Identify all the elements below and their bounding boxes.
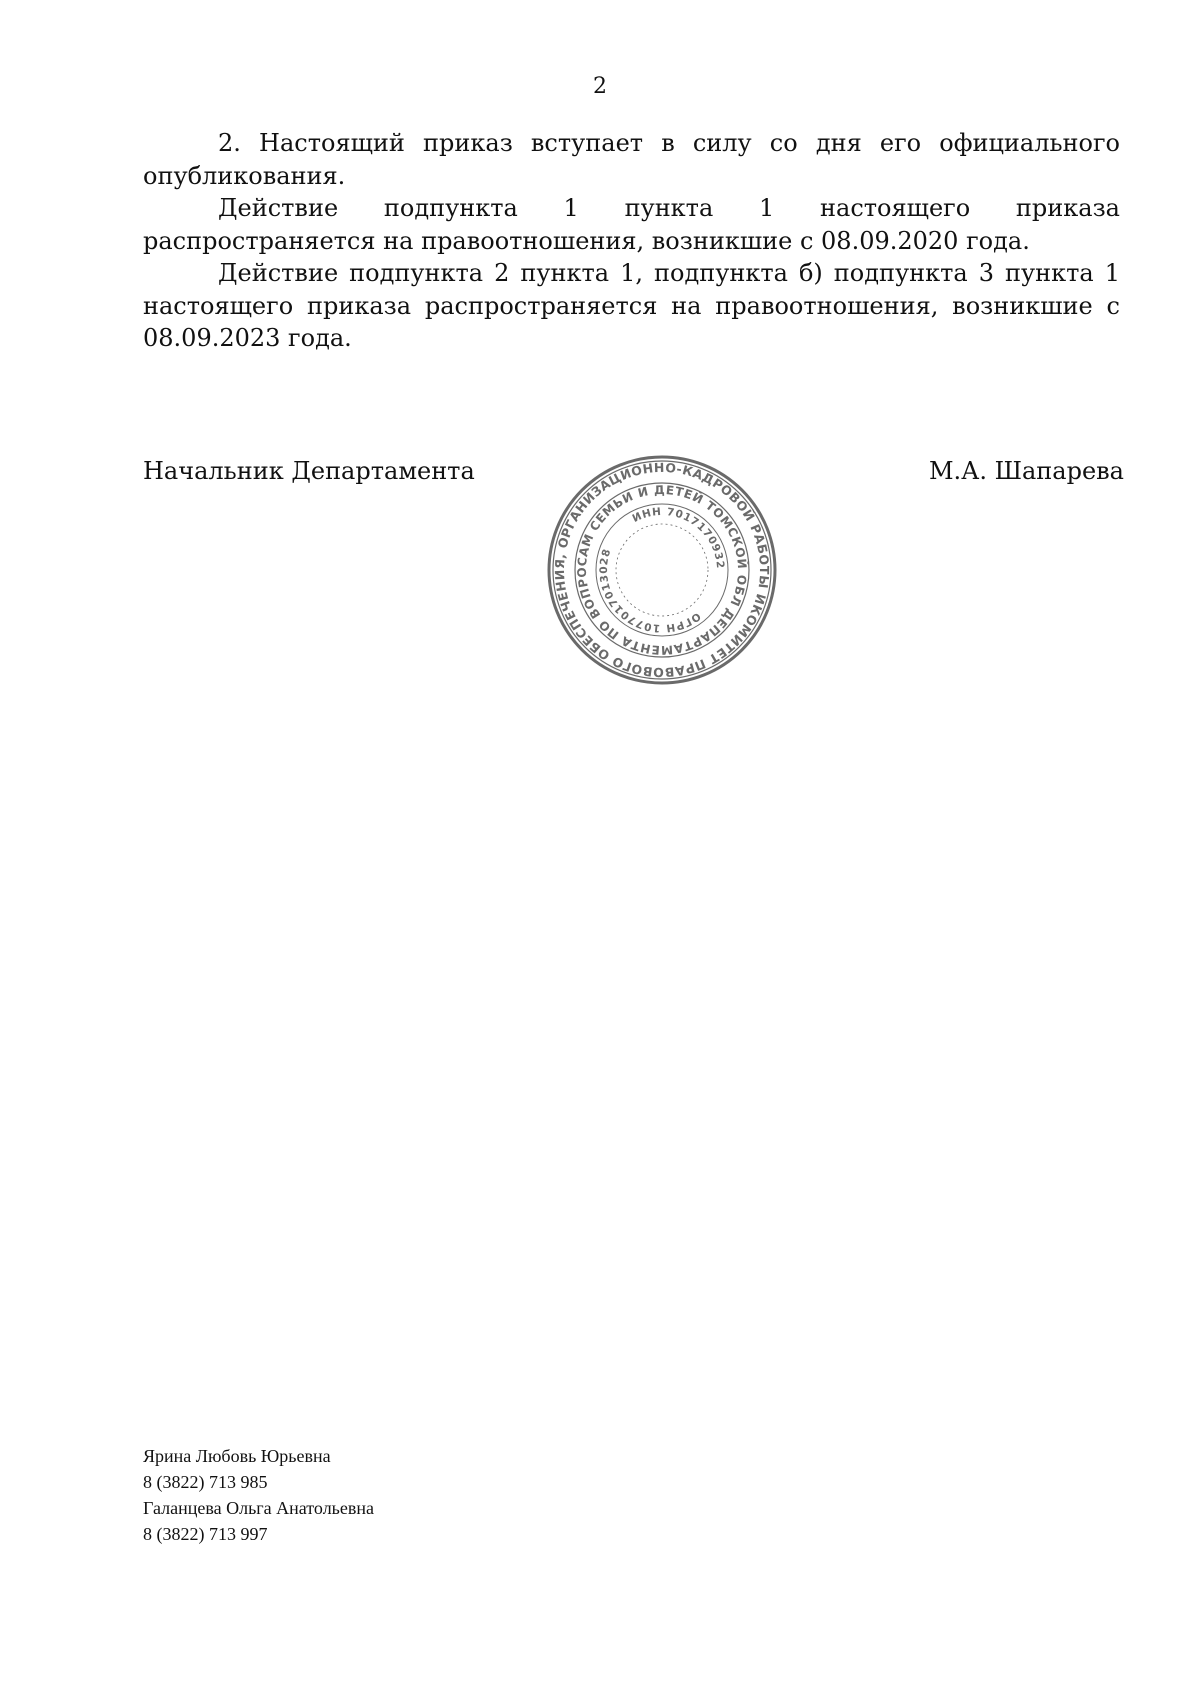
official-seal (542, 450, 782, 690)
paragraph-effective-date: 2. Настоящий приказ вступает в силу со дня его официального опубликования. (143, 129, 1120, 190)
signatory-title: Начальник Департамента (143, 457, 475, 485)
contact-phone: 8 (3822) 713 985 (143, 1472, 268, 1492)
seal-inner-text: ДЕПАРТАМЕНТА ПО ВОПРОСАМ СЕМЬИ И ДЕТЕЙ ТОМСКОЙ ОБЛАСТИ (574, 482, 750, 658)
seal-outer-text: КОМИТЕТ ПРАВОВОГО ОБЕСПЕЧЕНИЯ, ОРГАНИЗАЦИОННО-КАДРОВОЙ РАБОТЫ И (551, 459, 773, 681)
contact-list (143, 1443, 374, 1547)
seal-inn-text: ИНН 7017170932 (630, 505, 727, 570)
seal-ogrn-text: ОГРН 1077017013028 (597, 547, 703, 635)
contact-phone: 8 (3822) 713 997 (143, 1524, 268, 1544)
page-number: 2 (593, 74, 607, 99)
paragraph-subpoint-2-3: Действие подпункта 2 пункта 1, подпункта б) подпункта 3 пункта 1 настоящего приказа распространяется на правоотношения, возникшие с 08.09.2023 года. (143, 259, 1120, 352)
order-text (143, 127, 1120, 355)
signatory-name: М.А. Шапарева (928, 457, 1124, 485)
paragraph-subpoint-1: Действие подпункта 1 пункта 1 настоящего приказа распространяется на правоотношения, возникшие с 08.09.2020 года. (143, 194, 1120, 255)
contact-name: Ярина Любовь Юрьевна (143, 1446, 331, 1466)
contact-name: Галанцева Ольга Анатольевна (143, 1498, 374, 1518)
